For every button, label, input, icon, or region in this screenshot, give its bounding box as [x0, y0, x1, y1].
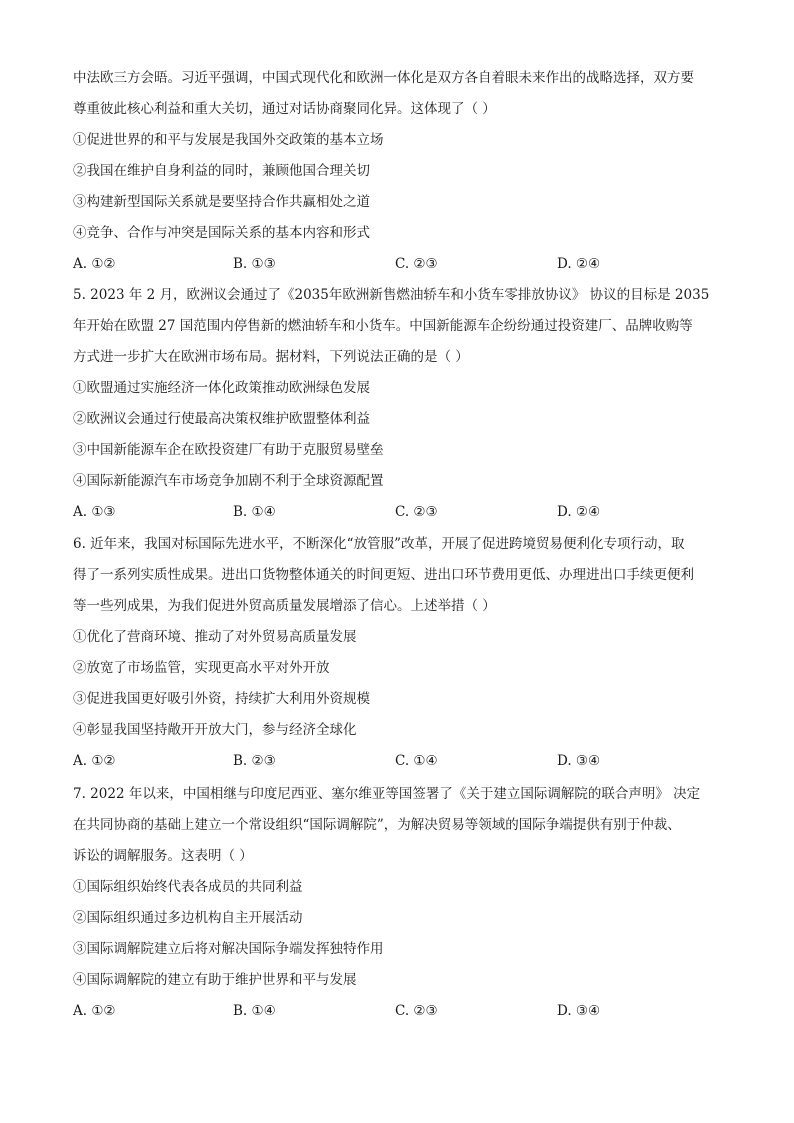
option-3: ③国际调解院建立后将对解决国际争端发挥独特作用 — [73, 941, 384, 957]
option-4: ④彰显我国坚持敞开开放大门，参与经济全球化 — [73, 722, 357, 738]
option-1: ①欧盟通过实施经济一体化政策推动欧洲绿色发展 — [73, 380, 370, 396]
question-stem-line: 年开始在欧盟 27 国范围内停售新的燃油轿车和小货车。中国新能源车企纷纷通过投资建厂、品牌收购等 — [73, 318, 693, 334]
option-3: ③构建新型国际关系就是要坚持合作共赢相处之道 — [73, 194, 370, 210]
option-2: ②欧洲议会通过行使最高决策权维护欧盟整体利益 — [73, 411, 370, 427]
answer-choices — [73, 497, 733, 528]
choice-c: C. ①④ — [395, 753, 438, 769]
question-stem-line: 得了一系列实质性成果。进出口货物整体通关的时间更短、进出口环节费用更低、办理进出口手续更便利 — [73, 567, 694, 583]
option-3: ③促进我国更好吸引外资，持续扩大利用外资规模 — [73, 691, 370, 707]
question-stem-line: 等一些列成果，为我们促进外贸高质量发展增添了信心。上述举措（ ） — [73, 598, 496, 614]
question-intro — [73, 63, 733, 280]
choice-d: D. ②④ — [557, 504, 601, 520]
answer-choices — [73, 746, 733, 777]
question-7 — [73, 779, 733, 1027]
question-stem-line: 7. 2022 年以来，中国相继与印度尼西亚、塞尔维亚等国签署了《关于建立国际调解院的联合声明》 决定 — [73, 786, 701, 802]
question-stem-line: 6. 近年来，我国对标国际先进水平，不断深化“放管服”改革，开展了促进跨境贸易便利化专项行动，取 — [73, 536, 685, 552]
choice-b: B. ②③ — [233, 753, 276, 769]
question-stem-line: 诉讼的调解服务。这表明（ ） — [73, 848, 253, 864]
option-1: ①促进世界的和平与发展是我国外交政策的基本立场 — [73, 132, 384, 148]
option-2: ②我国在维护自身利益的同时，兼顾他国合理关切 — [73, 163, 370, 179]
question-5 — [73, 280, 733, 528]
choice-a: A. ①③ — [73, 504, 116, 520]
choice-a: A. ①② — [73, 753, 116, 769]
question-stem-line: 尊重彼此核心利益和重大关切，通过对话协商聚同化异。这体现了（ ） — [73, 101, 496, 117]
choice-a: A. ①② — [73, 1003, 116, 1019]
answer-choices — [73, 996, 733, 1027]
choice-c: C. ②③ — [395, 256, 438, 272]
choice-b: B. ①④ — [233, 504, 276, 520]
option-2: ②放宽了市场监管，实现更高水平对外开放 — [73, 660, 330, 676]
choice-b: B. ①④ — [233, 1003, 276, 1019]
question-stem-line: 5. 2023 年 2 月，欧洲议会通过了《2035年欧洲新售燃油轿车和小货车零排放协议》 协议的目标是 2035 — [73, 287, 710, 303]
question-stem-line: 方式进一步扩大在欧洲市场布局。据材料，下列说法正确的是（ ） — [73, 349, 469, 365]
option-4: ④竞争、合作与冲突是国际关系的基本内容和形式 — [73, 225, 370, 241]
choice-a: A. ①② — [73, 256, 116, 272]
option-1: ①优化了营商环境、推动了对外贸易高质量发展 — [73, 629, 357, 645]
option-4: ④国际调解院的建立有助于维护世界和平与发展 — [73, 972, 357, 988]
option-2: ②国际组织通过多边机构自主开展活动 — [73, 910, 303, 926]
question-stem-line: 在共同协商的基础上建立一个常设组织“国际调解院”，为解决贸易等领域的国际争端提供有别于仲裁、 — [73, 817, 681, 833]
choice-b: B. ①③ — [233, 256, 276, 272]
option-1: ①国际组织始终代表各成员的共同利益 — [73, 879, 303, 895]
choice-d: D. ③④ — [557, 753, 601, 769]
answer-choices — [73, 249, 733, 280]
option-3: ③中国新能源车企在欧投资建厂有助于克服贸易壁垒 — [73, 442, 384, 458]
question-6 — [73, 529, 733, 777]
choice-d: D. ③④ — [557, 1003, 601, 1019]
choice-c: C. ②③ — [395, 1003, 438, 1019]
choice-c: C. ②③ — [395, 504, 438, 520]
option-4: ④国际新能源汽车市场竞争加剧不利于全球资源配置 — [73, 473, 384, 489]
choice-d: D. ②④ — [557, 256, 601, 272]
question-stem-line: 中法欧三方会晤。习近平强调，中国式现代化和欧洲一体化是双方各自着眼未来作出的战略选择，双方要 — [73, 70, 694, 86]
